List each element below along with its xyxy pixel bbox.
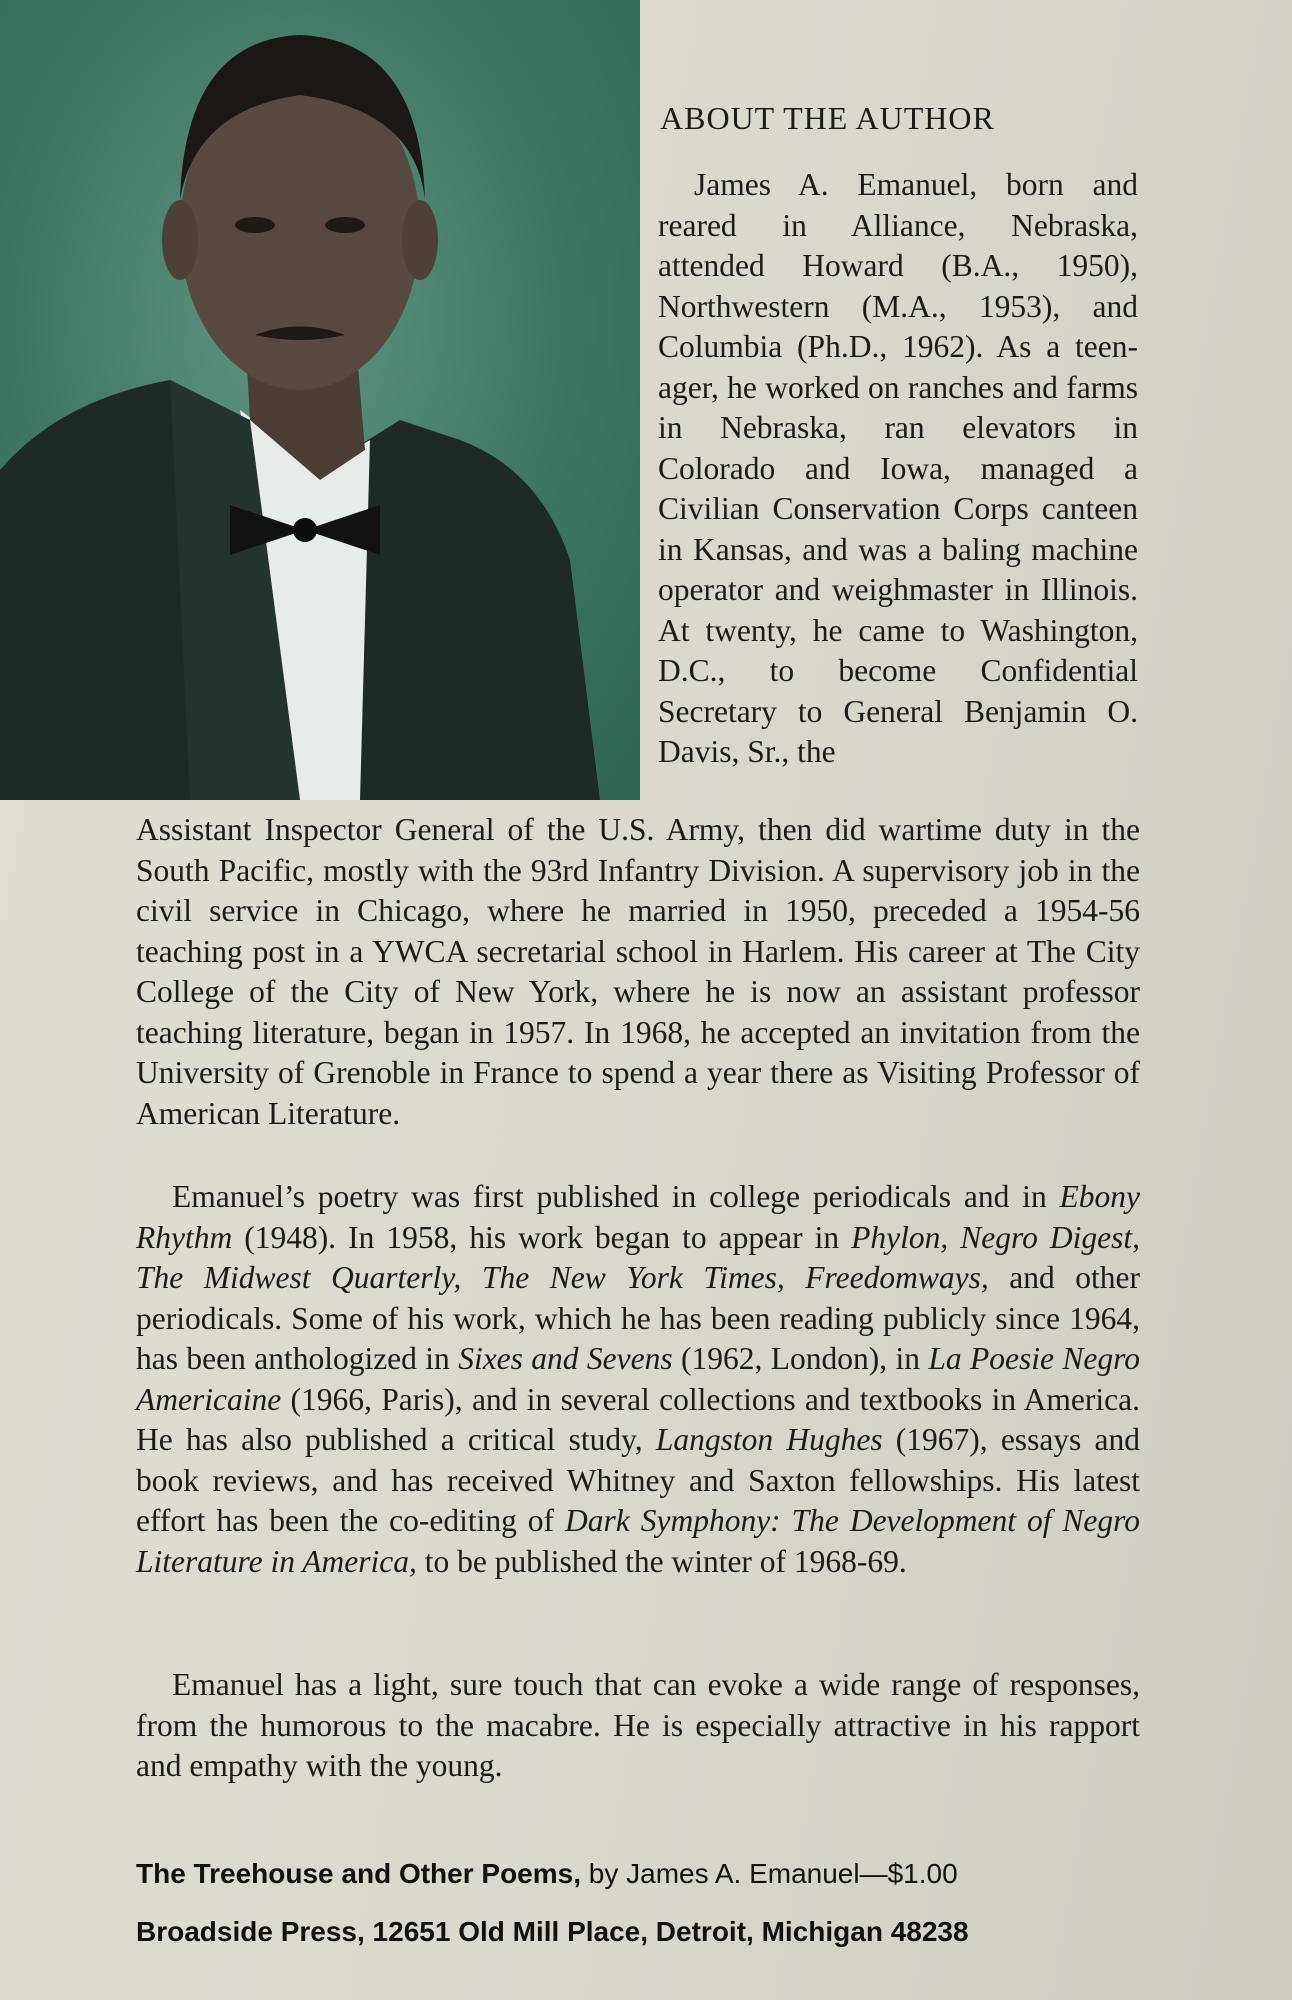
author-photo	[0, 0, 640, 800]
footer-book-title: The Treehouse and Other Poems,	[136, 1858, 582, 1889]
book-price-line	[136, 1858, 1140, 1890]
bio-text: (1967), essays and book reviews, and has received Whitney and Saxton fellowships. His latest effort has been the co-editing of	[136, 1422, 1140, 1538]
bio-text: (1966, Paris), and in several collections and textbooks in America. He has also published a critical study,	[136, 1381, 1140, 1457]
bio-text: to be published the winter of 1968-69.	[416, 1543, 907, 1579]
book-title-italic: La Poesie Negro Americaine	[136, 1341, 1140, 1417]
book-title-italic: Dark Symphony: The Development of Negro Literature in America,	[136, 1503, 1140, 1579]
bio-text: and other periodicals. Some of his work, which he has been reading publicly since 1964, has been anthologized in	[136, 1260, 1140, 1376]
footer-book-author-price: by James A. Emanuel—$1.00	[581, 1858, 958, 1889]
bio-paragraph-1-bottom: Assistant Inspector General of the U.S. Army, then did wartime duty in the South Pacific, mostly with the 93rd Infantry Division. A supervisory job in the civil service in Chicago, where he married in 1950, preceded a 1954-56 teaching post in a YWCA secretarial school in Harlem. His career at The City College of the City of New York, where he is now an assistant professor teaching literature, began in 1957. In 1968, he accepted an invitation from the University of Grenoble in France to spend a year there as Visiting Professor of American Literature.	[136, 812, 1140, 1131]
bio-paragraph-3: Emanuel has a light, sure touch that can evoke a wide range of responses, from the humorous to the macabre. He is especially attractive in his rapport and empathy with the young.	[136, 1667, 1140, 1783]
bio-text: (1962, London), in	[672, 1341, 929, 1376]
bio-paragraph-2	[136, 1177, 1140, 1582]
periodicals-italic: Phylon, Negro Digest, The Midwest Quarterly, The New York Times, Freedomways,	[136, 1219, 1140, 1295]
book-title-italic: Langston Hughes	[655, 1422, 883, 1457]
bio-text: Emanuel’s poetry was first published in college periodicals and in	[172, 1179, 1060, 1214]
book-title-italic: Sixes and Sevens	[458, 1341, 673, 1376]
bio-text: (1948). In 1958, his work began to appear in	[232, 1219, 852, 1255]
author-portrait-illustration	[0, 0, 640, 800]
bio-paragraph-1-top: James A. Emanuel, born and reared in Alliance, Nebraska, attended Howard (B.A., 1950), Northwestern (M.A., 1953), and Columbia (Ph.D., 1962). As a teen-ager, he worked on ranches and farms in Nebraska, ran elevators in Colorado and Iowa, managed a Civilian Conservation Corps canteen in Kansas, and was a baling machine operator and weighmaster in Illinois. At twenty, he came to Washington, D.C., to become Confidential Secretary to General Benjamin O. Davis, Sr., the	[658, 167, 1138, 769]
publisher-address-line: Broadside Press, 12651 Old Mill Place, Detroit, Michigan 48238	[136, 1916, 969, 1947]
about-the-author-heading: ABOUT THE AUTHOR	[660, 100, 995, 136]
book-title-italic: Ebony Rhythm	[136, 1179, 1140, 1255]
